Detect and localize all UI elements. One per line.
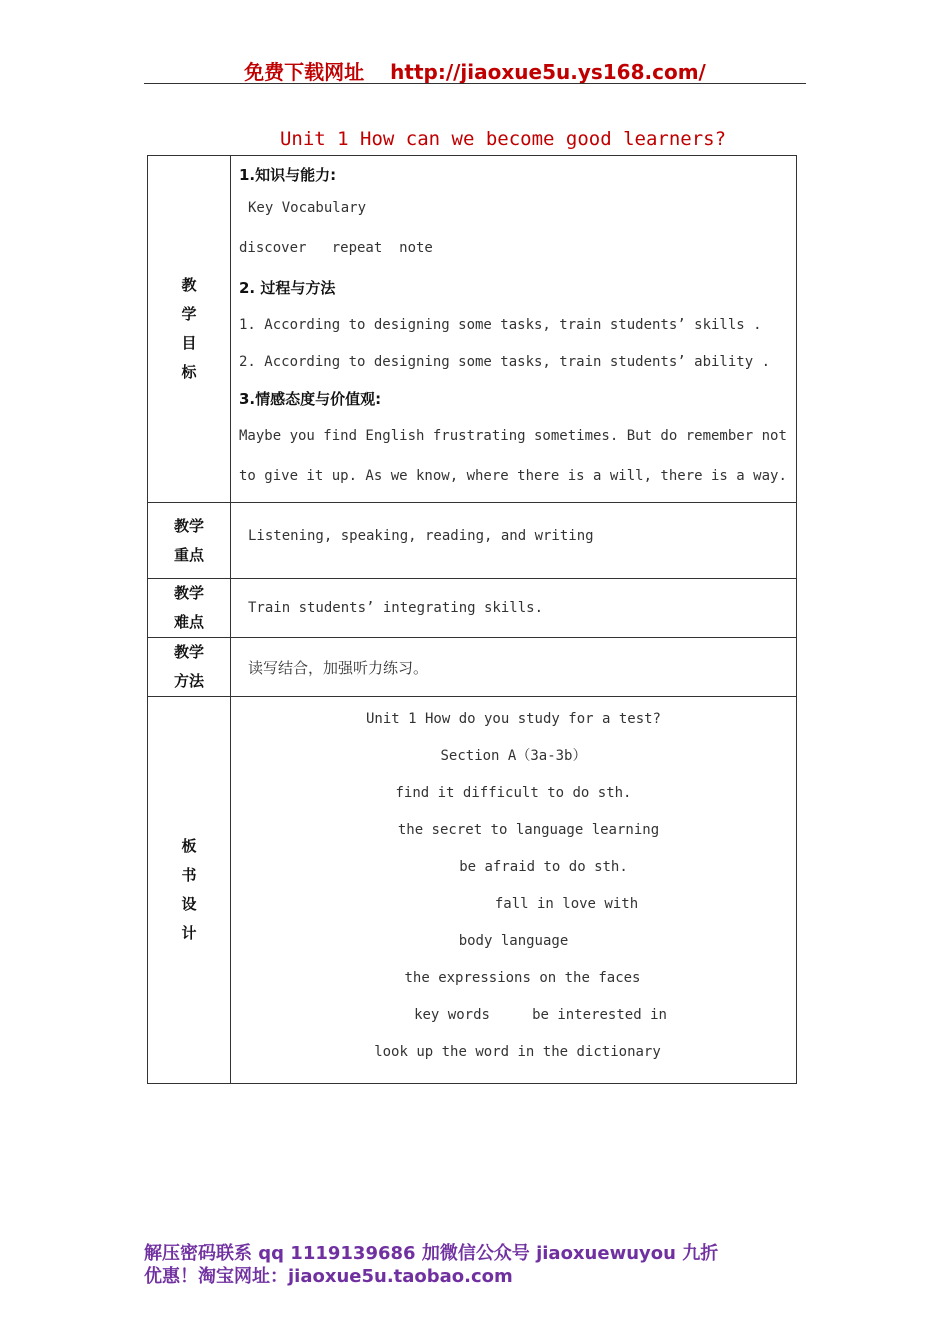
label-line: 难点 <box>173 613 204 631</box>
header-divider <box>144 83 806 84</box>
label-line: 标 <box>181 363 197 381</box>
board-line: Section A（3a-3b） <box>440 748 587 764</box>
methods-row <box>148 638 797 697</box>
label-line: 方法 <box>173 672 204 690</box>
key-points-label <box>148 503 231 579</box>
difficulties-row <box>148 579 797 638</box>
label-line: 目 <box>181 334 197 352</box>
lesson-plan-table <box>147 155 797 1084</box>
teaching-goals-row <box>148 156 797 503</box>
board-line: Unit 1 How do you study for a test? <box>365 711 661 727</box>
key-points-content <box>231 503 797 579</box>
board-lines <box>231 697 796 1083</box>
process-item-1: 1. According to designing some tasks, train students’ skills . <box>239 317 762 333</box>
difficulties-text: Train students’ integrating skills. <box>248 600 544 616</box>
board-line: find it difficult to do sth. <box>395 785 632 801</box>
label-line: 设 <box>181 895 197 913</box>
label-line: 教学 <box>173 643 204 661</box>
attitude-heading: 3.情感态度与价值观: <box>239 390 382 408</box>
methods-label-text <box>148 638 230 696</box>
footer-line-2: 优惠！淘宝网址：jiaoxue5u.taobao.com <box>144 1266 513 1287</box>
board-label-text <box>148 832 230 948</box>
board-line: body language <box>458 933 569 949</box>
key-points-row <box>148 503 797 579</box>
board-content <box>231 697 797 1084</box>
board-line: fall in love with <box>494 896 639 912</box>
label-line: 计 <box>181 924 197 942</box>
label-line: 书 <box>181 866 197 884</box>
process-item-2: 2. According to designing some tasks, train students’ ability . <box>239 354 771 370</box>
knowledge-heading: 1.知识与能力: <box>239 166 337 184</box>
board-design-row <box>148 697 797 1084</box>
label-line: 重点 <box>173 545 204 564</box>
difficulties-content <box>231 579 797 638</box>
vocab-words: discover repeat note <box>239 240 433 256</box>
goals-label <box>148 156 231 503</box>
footer-contact <box>144 1242 824 1288</box>
label-line: 教学 <box>173 584 204 602</box>
difficulties-label-text <box>148 579 230 637</box>
difficulties-label <box>148 579 231 638</box>
board-label <box>148 697 231 1084</box>
header-url-link[interactable]: http://jiaoxue5u.ys168.com/ <box>390 60 706 84</box>
download-header[interactable] <box>0 56 950 85</box>
label-line: 板 <box>181 837 197 855</box>
methods-content <box>231 638 797 697</box>
label-line: 教 <box>181 276 197 294</box>
footer-line-1: 解压密码联系 qq 1119139686 加微信公众号 jiaoxuewuyou 九折 <box>144 1243 719 1264</box>
vocab-heading: Key Vocabulary <box>248 200 367 216</box>
attitude-text-2: to give it up. As we know, where there is a will, there is a way. <box>239 468 787 484</box>
board-line: be afraid to do sth. <box>459 859 628 875</box>
methods-label <box>148 638 231 697</box>
key-points-text: Listening, speaking, reading, and writing <box>248 527 594 544</box>
header-label: 免费下载网址 <box>244 60 365 84</box>
goals-content <box>231 156 797 503</box>
label-line: 教学 <box>173 516 204 535</box>
board-line: the expressions on the faces <box>404 970 641 986</box>
attitude-text-1: Maybe you find English frustrating sometimes. But do remember not <box>239 428 787 444</box>
key-points-label-text <box>148 512 230 570</box>
process-heading: 2. 过程与方法 <box>239 279 336 297</box>
board-line: look up the word in the dictionary <box>374 1044 661 1060</box>
board-line: key words be interested in <box>414 1007 667 1023</box>
board-line: the secret to language learning <box>397 822 660 838</box>
label-line: 学 <box>181 305 197 323</box>
goals-label-text <box>148 271 230 387</box>
page-title: Unit 1 How can we become good learners? <box>279 128 727 150</box>
methods-text: 读写结合，加强听力练习。 <box>248 658 429 677</box>
